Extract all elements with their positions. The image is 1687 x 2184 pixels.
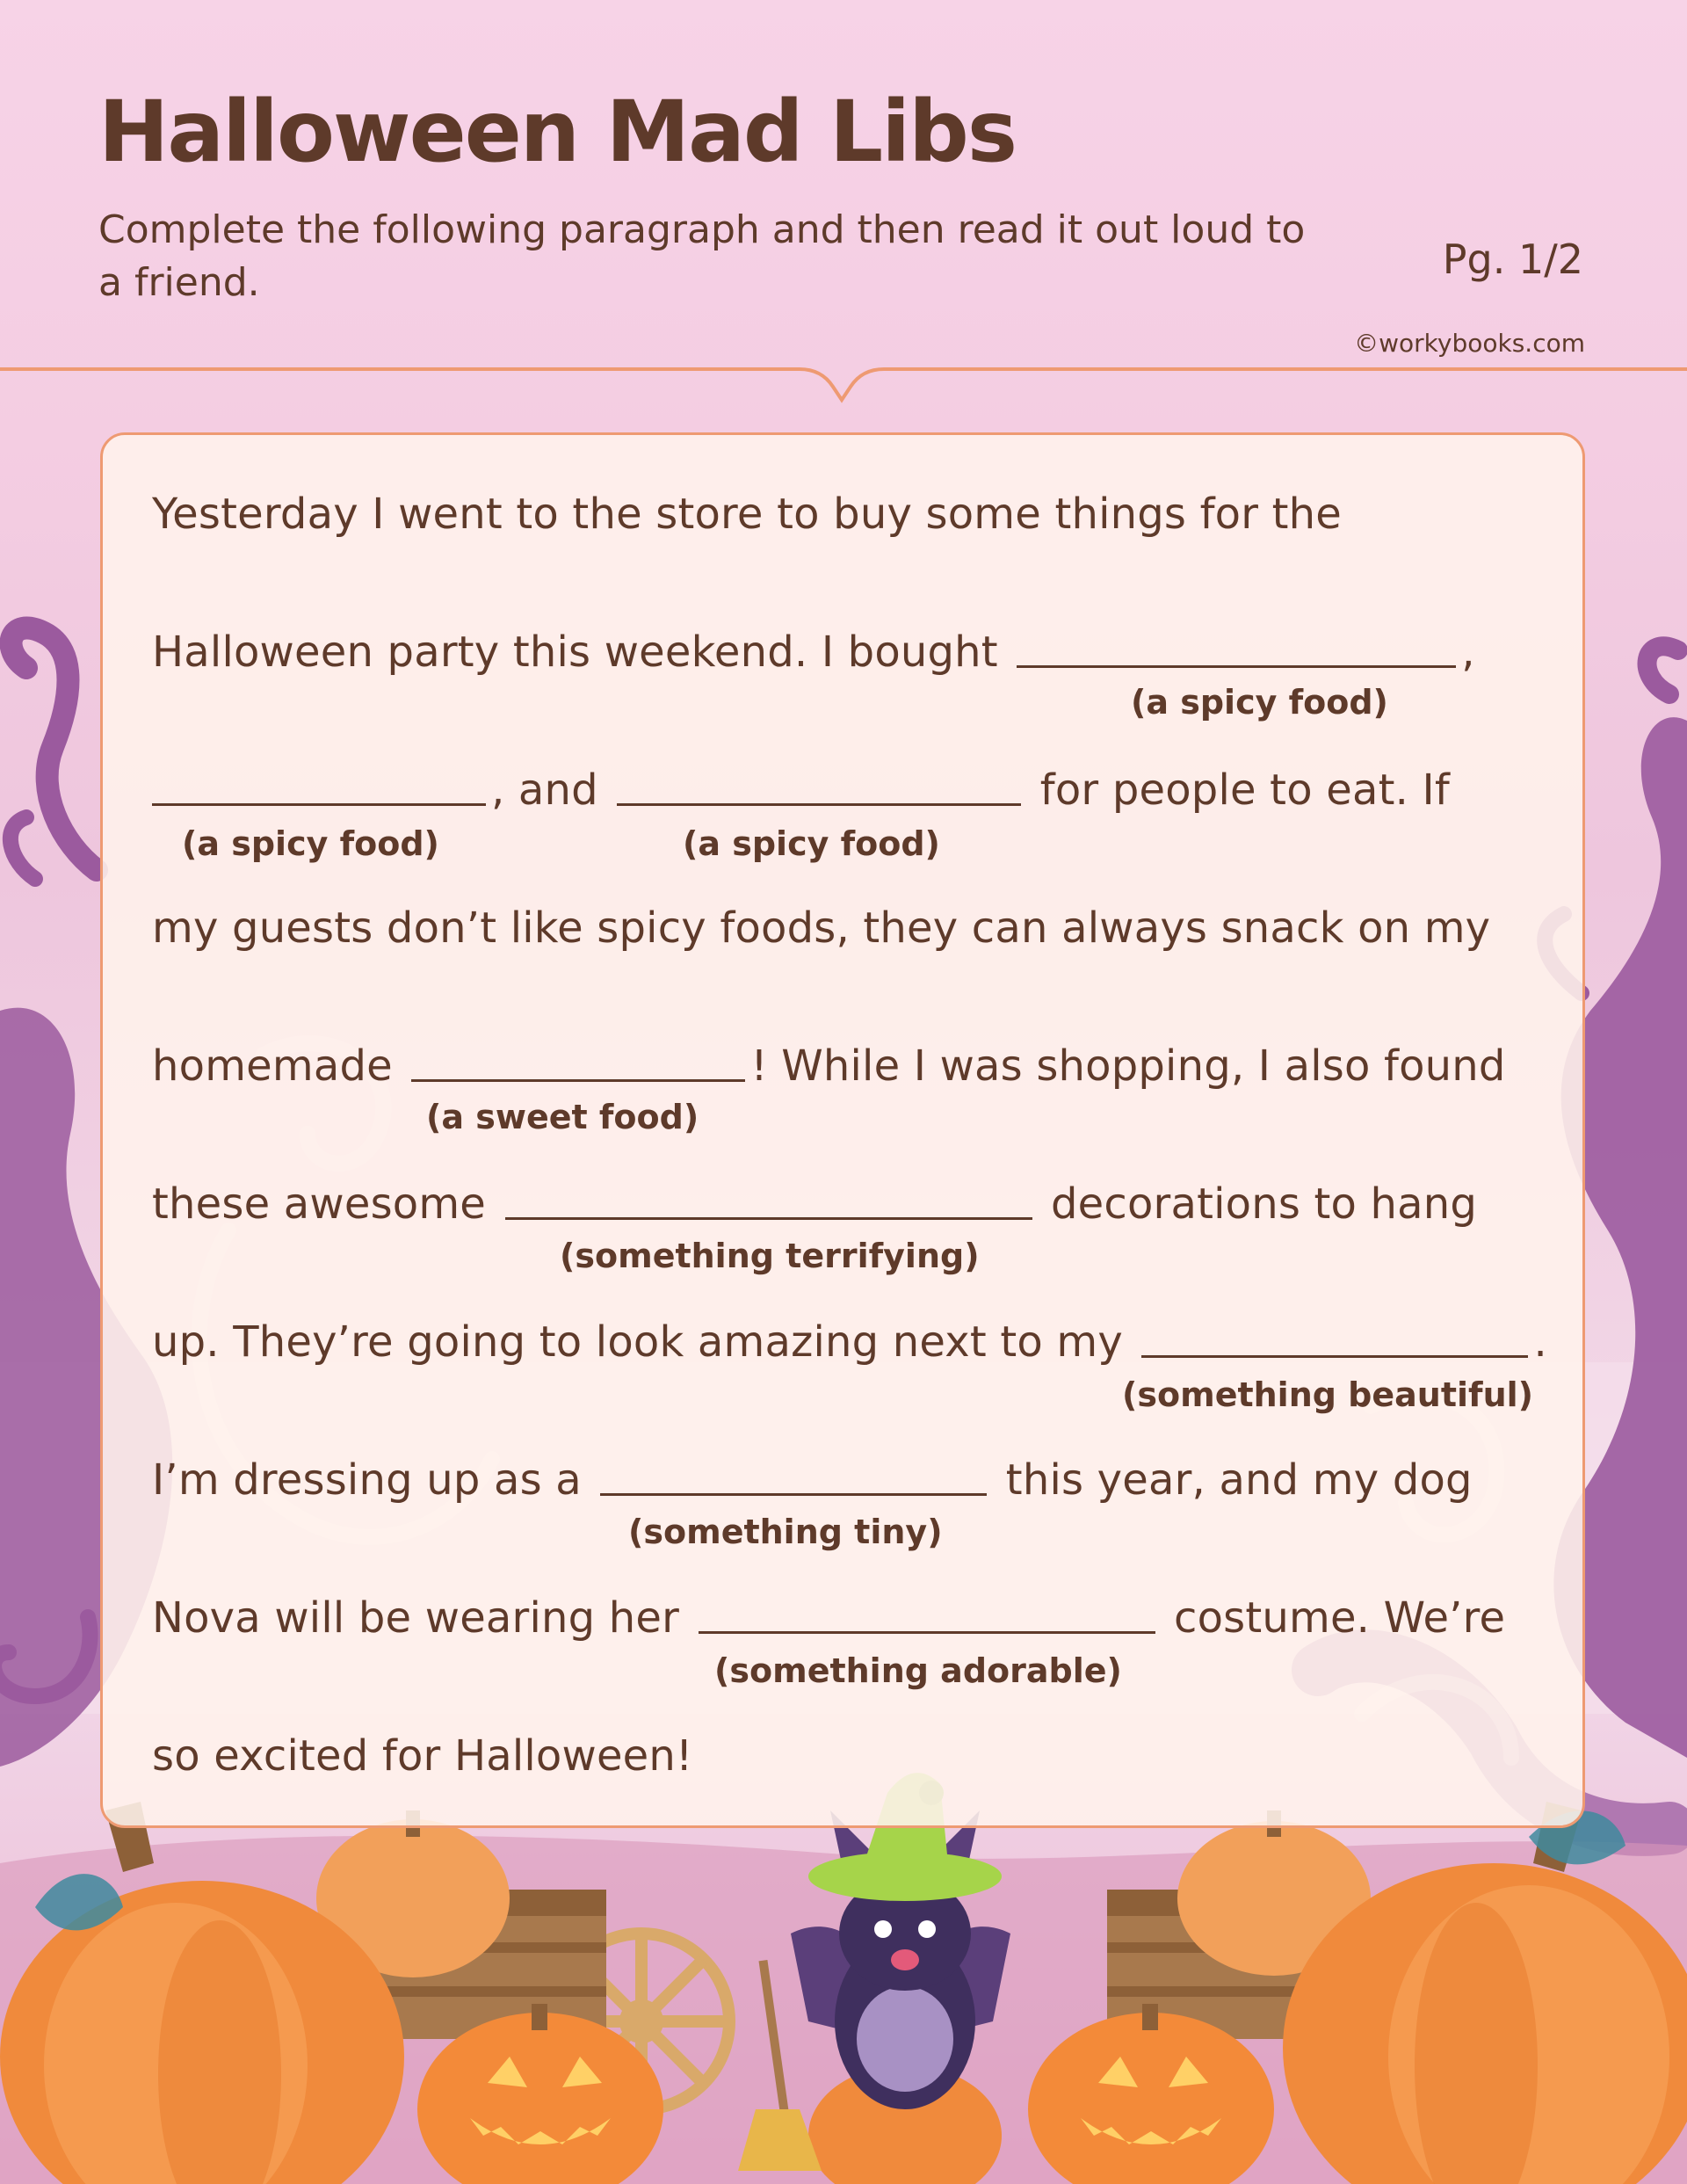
story-card — [100, 432, 1585, 1828]
story-line-5 — [152, 1040, 1547, 1092]
story-text: Yesterday I went to the store to buy some things for the — [152, 490, 1343, 539]
story-line-4 — [152, 902, 1547, 954]
story-text: , — [1461, 628, 1475, 677]
copyright: ©workybooks.com — [1354, 329, 1585, 358]
story-line-1 — [152, 488, 1547, 541]
blank-something-tiny[interactable] — [600, 1458, 987, 1496]
header-divider — [0, 369, 1687, 400]
story-line-7 — [152, 1316, 1547, 1368]
story-text: decorations to hang — [1050, 1179, 1478, 1229]
hint-something-terrifying: (something terrifying) — [560, 1237, 980, 1275]
story-text: for people to eat. If — [1039, 765, 1450, 815]
hint-something-tiny: (something tiny) — [628, 1513, 943, 1551]
story-text: so excited for Halloween! — [152, 1731, 693, 1781]
story-text: Halloween party this weekend. I bought — [152, 628, 998, 677]
story-text: homemade — [152, 1041, 393, 1091]
blank-sweet-food[interactable] — [411, 1044, 745, 1082]
story-text: . — [1533, 1317, 1547, 1367]
blank-spicy-food-2[interactable] — [152, 768, 486, 806]
hint-sweet-food: (a sweet food) — [426, 1098, 699, 1136]
story-line-9 — [152, 1592, 1547, 1644]
story-text: I’m dressing up as a — [152, 1455, 582, 1505]
story-line-6 — [152, 1178, 1547, 1230]
blank-something-adorable[interactable] — [699, 1596, 1155, 1634]
story-text: my guests don’t like spicy foods, they can always snack on my — [152, 903, 1491, 953]
blank-something-beautiful[interactable] — [1141, 1320, 1528, 1358]
page-title: Halloween Mad Libs — [98, 83, 1016, 181]
story-text: up. They’re going to look amazing next to my — [152, 1317, 1123, 1367]
hint-something-beautiful: (something beautiful) — [1122, 1375, 1534, 1414]
story-text: , and — [491, 765, 598, 815]
hint-something-adorable: (something adorable) — [714, 1651, 1122, 1690]
blank-spicy-food-1[interactable] — [1017, 630, 1456, 668]
story-line-10 — [152, 1730, 1547, 1782]
story-text: Nova will be wearing her — [152, 1593, 680, 1643]
story-text: costume. We’re — [1173, 1593, 1506, 1643]
story-line-2 — [152, 626, 1547, 678]
story-text: these awesome — [152, 1179, 487, 1229]
story-line-8 — [152, 1454, 1547, 1506]
blank-something-terrifying[interactable] — [505, 1182, 1032, 1220]
blank-spicy-food-3[interactable] — [617, 768, 1021, 806]
story-text: this year, and my dog — [1005, 1455, 1473, 1505]
hint-spicy-food-3: (a spicy food) — [683, 824, 940, 863]
story-text: ! While I was shopping, I also found — [750, 1041, 1506, 1091]
hint-spicy-food-2: (a spicy food) — [182, 824, 439, 863]
hint-spicy-food-1: (a spicy food) — [1131, 683, 1388, 722]
page-number: Pg. 1/2 — [1442, 236, 1583, 283]
story-line-3 — [152, 764, 1547, 816]
instructions: Complete the following paragraph and then read it out loud to a friend. — [98, 207, 1306, 305]
